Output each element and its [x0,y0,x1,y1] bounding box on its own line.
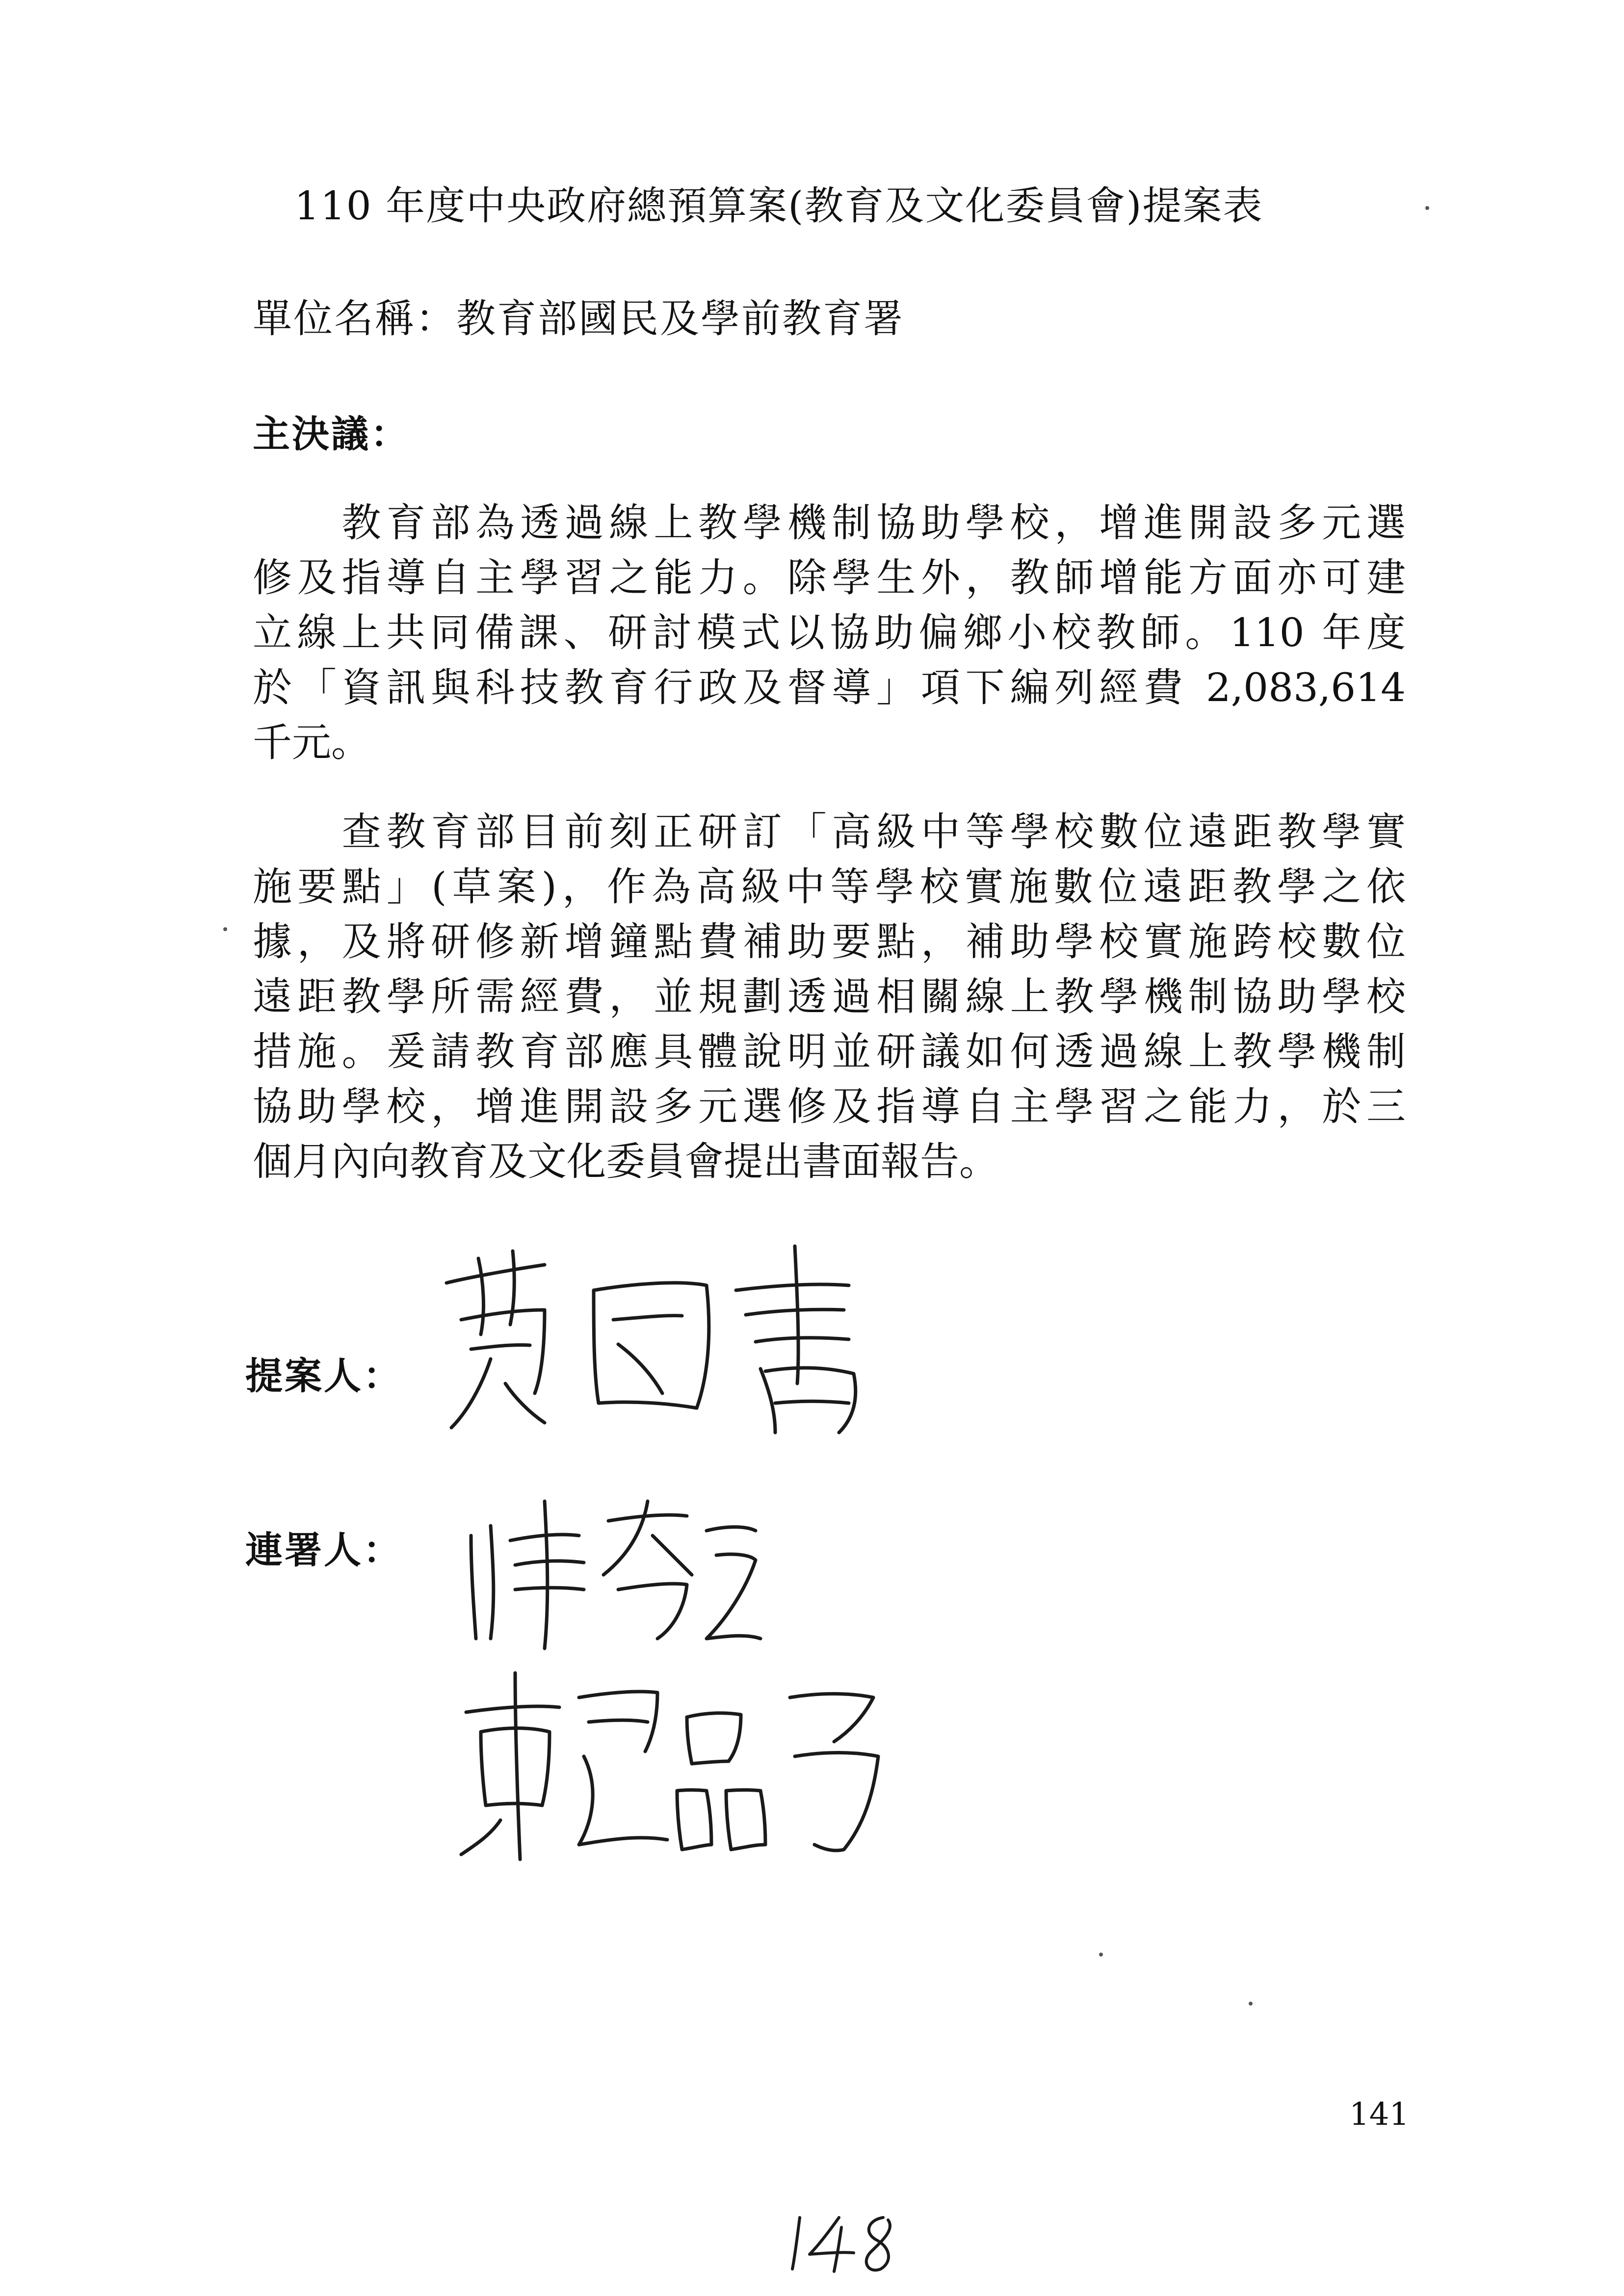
proposer-label: 提案人： [245,1354,402,1398]
proposer-signature [432,1236,873,1442]
paragraph-1 [253,496,1406,770]
cosigner-signature-2 [451,1658,893,1864]
unit-name: 單位名稱：教育部國民及學前教育署 [253,296,904,341]
paragraph-line: 修及指導自主學習之能力。除學生外，教師增能方面亦可建 [253,555,1406,600]
paragraph-2 [253,805,1406,1189]
document-title: 110 年度中央政府總預算案(教育及文化委員會)提案表 [294,183,1263,229]
cosigner-signature-1 [461,1491,765,1653]
paragraph-line: 據，及將研修新增鐘點費補助要點，補助學校實施跨校數位 [253,919,1406,965]
scan-speck [1099,1953,1103,1957]
paragraph-line: 查教育部目前刻正研訂「高級中等學校數位遠距教學實 [253,809,1406,855]
paragraph-line: 於「資訊與科技教育行政及督導」項下編列經費 2,083,614 [253,665,1406,710]
paragraph-line: 遠距教學所需經費，並規劃透過相關線上教學機制協助學校 [253,974,1406,1019]
handwritten-page-number [785,2208,913,2276]
paragraph-line: 施要點」(草案)，作為高級中等學校實施數位遠距教學之依 [253,864,1406,910]
paragraph-line: 個月內向教育及文化委員會提出書面報告。 [253,1139,998,1184]
scan-speck [1425,206,1429,210]
paragraph-line: 措施。爰請教育部應具體說明並研議如何透過線上教學機制 [253,1029,1406,1074]
cosigner-label: 連署人： [245,1528,402,1572]
page-number: 141 [1349,2096,1410,2133]
scan-speck [223,927,227,931]
paragraph-line: 千元。 [253,720,370,765]
paragraph-line: 協助學校，增進開設多元選修及指導自主學習之能力，於三 [253,1084,1406,1129]
scan-speck [1249,2002,1253,2006]
paragraph-line: 立線上共同備課、研討模式以協助偏鄉小校教師。110 年度 [253,610,1406,655]
paragraph-line: 教育部為透過線上教學機制協助學校，增進開設多元選 [253,500,1406,546]
main-resolution-label: 主決議： [253,412,410,456]
